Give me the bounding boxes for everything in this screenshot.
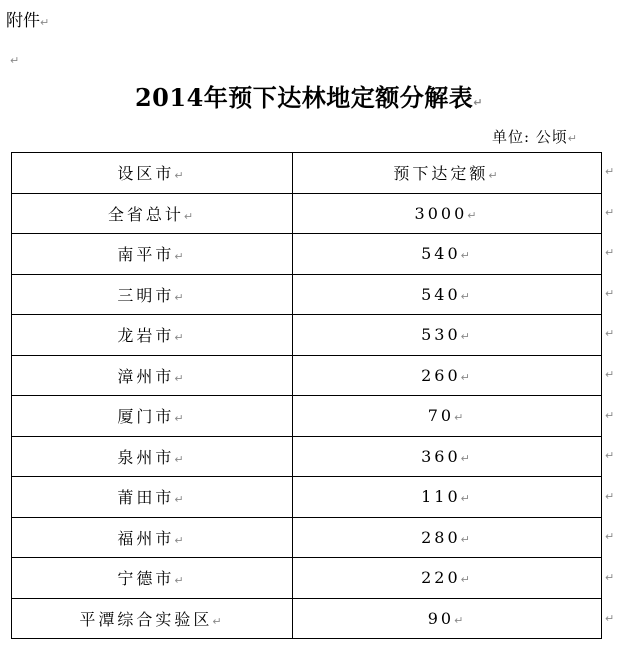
unit-text: 单位: 公顷 (491, 128, 568, 146)
paragraph-mark: ↵ (460, 532, 473, 546)
region-text: 宁德市 (117, 569, 175, 589)
paragraph-mark: ↵ (460, 249, 473, 263)
paragraph-mark: ↵ (174, 412, 187, 426)
quota-table (11, 152, 602, 639)
row-end-mark: ↵ (605, 530, 615, 544)
attachment-label (6, 6, 49, 31)
unit-label (492, 126, 578, 147)
paragraph-mark: ↵ (174, 169, 187, 183)
paragraph-mark: ↵ (212, 614, 225, 628)
row-end-mark: ↵ (605, 611, 615, 625)
region-text: 漳州市 (117, 366, 175, 386)
table-row (12, 477, 602, 518)
cell-region (12, 355, 293, 396)
cell-quota (293, 517, 602, 558)
quota-text: 530 (421, 325, 461, 345)
row-end-mark: ↵ (605, 286, 615, 300)
paragraph-mark: ↵ (40, 16, 50, 29)
region-text: 莆田市 (117, 488, 175, 508)
paragraph-mark: ↵ (174, 331, 187, 345)
paragraph-mark: ↵ (460, 573, 473, 587)
cell-region (12, 396, 293, 437)
quota-text: 280 (421, 527, 461, 547)
paragraph-mark: ↵ (460, 492, 473, 506)
attachment-text: 附件 (6, 11, 40, 31)
table-row (12, 598, 602, 639)
cell-quota (293, 396, 602, 437)
quota-text: 220 (421, 568, 461, 588)
cell-region (12, 598, 293, 639)
row-end-mark: ↵ (605, 205, 615, 219)
paragraph-mark: ↵ (454, 411, 467, 425)
region-text: 南平市 (117, 245, 175, 265)
table-header-row (12, 153, 602, 194)
row-end-mark: ↵ (605, 368, 615, 381)
quota-text: 540 (421, 244, 461, 264)
paragraph-mark: ↵ (460, 289, 473, 303)
region-text: 平潭综合实验区 (79, 609, 213, 629)
region-text: 三明市 (117, 285, 175, 305)
document-title (0, 78, 618, 113)
paragraph-mark: ↵ (460, 370, 473, 384)
region-text: 全省总计 (107, 204, 184, 224)
cell-region (12, 193, 293, 234)
table-row (12, 436, 602, 477)
header-cell-quota (293, 153, 602, 194)
paragraph-mark: ↵ (460, 451, 473, 465)
row-end-mark: ↵ (605, 165, 615, 178)
cell-quota (293, 436, 602, 477)
cell-quota (293, 598, 602, 639)
table-row (12, 234, 602, 275)
header-region-text: 设区市 (117, 164, 175, 184)
cell-quota (293, 477, 602, 518)
row-end-mark: ↵ (605, 489, 615, 503)
region-text: 泉州市 (117, 447, 175, 467)
paragraph-mark: ↵ (174, 371, 187, 385)
quota-text: 90 (427, 608, 455, 628)
cell-quota (293, 355, 602, 396)
paragraph-mark: ↵ (174, 452, 187, 466)
region-text: 福州市 (117, 528, 175, 548)
paragraph-mark: ↵ (454, 613, 467, 627)
cell-region (12, 234, 293, 275)
row-end-mark: ↵ (605, 408, 615, 422)
cell-region (12, 436, 293, 477)
row-end-mark: ↵ (605, 449, 615, 463)
quota-text: 110 (421, 487, 461, 507)
header-quota-text: 预下达定额 (393, 164, 489, 184)
header-cell-region (12, 153, 293, 194)
quota-text: 260 (421, 365, 461, 385)
quota-text: 540 (421, 284, 461, 304)
cell-quota (293, 193, 602, 234)
paragraph-mark: ↵ (567, 132, 578, 145)
paragraph-mark: ↵ (467, 208, 480, 222)
paragraph-mark: ↵ (174, 290, 187, 304)
cell-region (12, 274, 293, 315)
paragraph-mark: ↵ (473, 96, 483, 109)
title-text: 2014年预下达林地定额分解表 (134, 83, 474, 112)
table-row (12, 315, 602, 356)
cell-region (12, 477, 293, 518)
cell-quota (293, 558, 602, 599)
table-row (12, 355, 602, 396)
cell-quota (293, 274, 602, 315)
cell-quota (293, 234, 602, 275)
table-row (12, 274, 602, 315)
cell-region (12, 558, 293, 599)
paragraph-mark: ↵ (488, 169, 501, 183)
row-end-mark: ↵ (605, 246, 615, 260)
empty-paragraph-mark: ↵ (10, 54, 20, 67)
row-end-mark: ↵ (605, 571, 615, 584)
quota-table-body (12, 153, 602, 639)
region-text: 龙岩市 (117, 326, 175, 346)
paragraph-mark: ↵ (183, 209, 197, 223)
paragraph-mark: ↵ (174, 493, 187, 507)
paragraph-mark: ↵ (174, 533, 187, 547)
cell-quota (293, 315, 602, 356)
region-text: 厦门市 (117, 407, 175, 427)
paragraph-mark: ↵ (174, 574, 187, 588)
row-end-mark: ↵ (605, 327, 615, 341)
quota-text: 3000 (414, 203, 468, 223)
table-row (12, 193, 602, 234)
cell-region (12, 517, 293, 558)
quota-text: 70 (427, 406, 455, 426)
table-row (12, 396, 602, 437)
paragraph-mark: ↵ (174, 250, 187, 264)
quota-text: 360 (421, 446, 461, 466)
cell-region (12, 315, 293, 356)
table-row (12, 558, 602, 599)
paragraph-mark: ↵ (460, 330, 473, 344)
table-row (12, 517, 602, 558)
